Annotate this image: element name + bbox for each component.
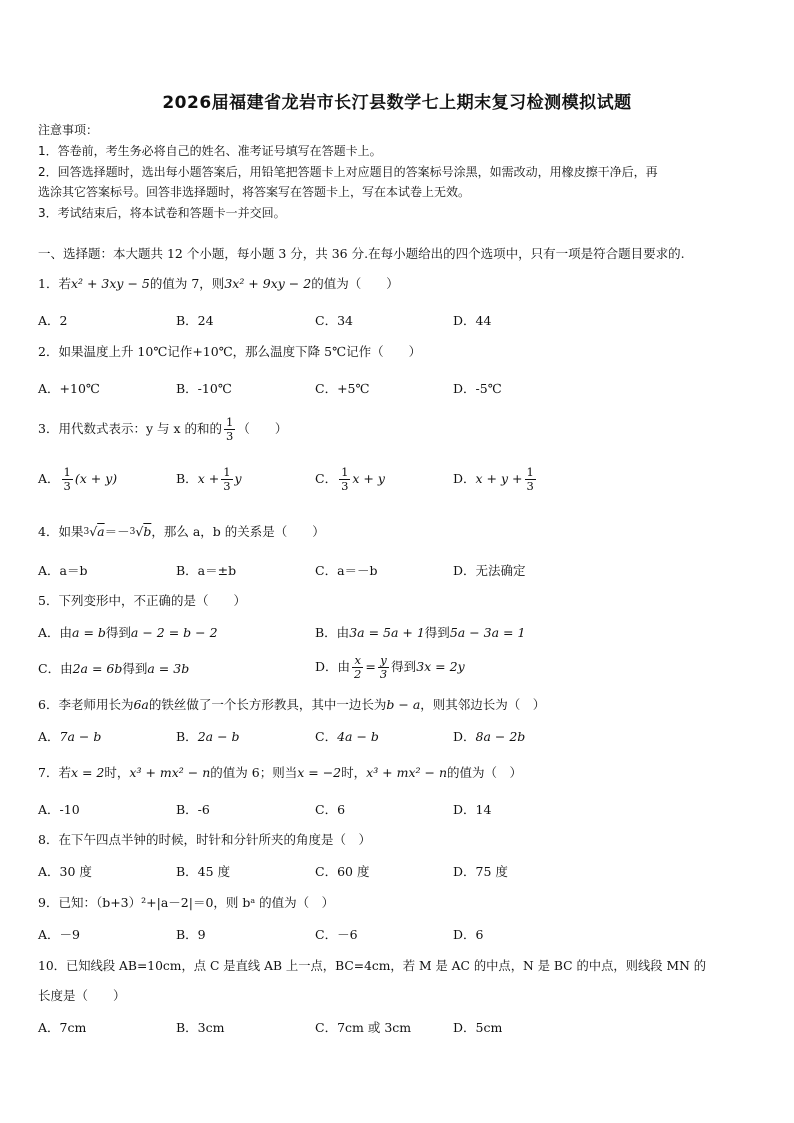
q1-expr1: x² + 3xy − 5 (70, 276, 150, 291)
question-4: 4．如果$^3$√a＝－$^3$√b，那么 a，b 的关系是（ ） (38, 524, 325, 539)
q10-option-a[interactable]: A．7cm (38, 1020, 87, 1035)
q1-post: 的值为（ ） (311, 276, 399, 291)
q2-option-a[interactable]: A．+10℃ (38, 381, 100, 396)
question-1 (38, 276, 399, 292)
q1-option-a[interactable]: A．2 (38, 313, 68, 328)
question-10-line1: 10．已知线段 AB=10cm，点 C 是直线 AB 上一点，BC=4cm，若 M 是 AC 的中点，N 是 BC 的中点，则线段 MN 的 (38, 959, 707, 973)
q5-option-b[interactable]: B．由3a = 5a + 1得到5a − 3a = 1 (315, 625, 526, 640)
q4-option-a[interactable]: A．a＝b (38, 563, 88, 578)
q4-option-d[interactable]: D．无法确定 (453, 563, 526, 578)
q9-option-a[interactable]: A．－9 (38, 927, 80, 942)
q1-option-b[interactable]: B．24 (176, 313, 214, 328)
q9-option-b[interactable]: B．9 (176, 927, 206, 942)
q6-option-d[interactable]: D．8a − 2b (453, 729, 526, 744)
q3-option-a[interactable]: A． $\frac{1}{3}$ (x + y) (38, 465, 118, 493)
note-item-1: 1．答卷前，考生务必将自己的姓名、准考证号填写在答题卡上。 (38, 144, 382, 158)
q6-option-a[interactable]: A．7a − b (38, 729, 102, 744)
note-item-2: 2．回答选择题时，选出每小题答案后，用铅笔把答题卡上对应题目的答案标号涂黑，如需改动，用橡皮擦干净后，再 (38, 165, 658, 179)
section-heading: 一、选择题：本大题共 12 个小题，每小题 3 分，共 36 分.在每小题给出的四个选项中，只有一项是符合题目要求的. (38, 246, 685, 261)
q2-option-b[interactable]: B．-10℃ (176, 381, 232, 396)
q2-option-d[interactable]: D．-5℃ (453, 381, 502, 396)
cube-root-b: 3 (129, 527, 136, 537)
q3-option-c[interactable]: C． $\frac{1}{3}$ x + y (315, 465, 385, 493)
question-3 (38, 416, 287, 443)
q3-option-d[interactable]: D．x + y + $\frac{1}{3}$ (453, 465, 534, 493)
q5-option-a[interactable]: A．由a = b得到a − 2 = b − 2 (38, 625, 218, 640)
page-title: 2026届福建省龙岩市长汀县数学七上期末复习检测模拟试题 (162, 93, 632, 113)
q1-option-d[interactable]: D．44 (453, 313, 492, 328)
q10-option-d[interactable]: D．5cm (453, 1020, 503, 1035)
q8-option-d[interactable]: D．75 度 (453, 864, 508, 879)
q9-option-c[interactable]: C．－6 (315, 927, 358, 942)
q1-mid: 的值为 7，则 (149, 276, 225, 291)
question-9: 9．已知：（b+3）²+|a－2|＝0，则 bᵃ 的值为（ ） (38, 895, 335, 910)
q7-option-c[interactable]: C．6 (315, 802, 346, 817)
q1-option-c[interactable]: C．34 (315, 313, 353, 328)
q6-option-b[interactable]: B．2a − b (176, 729, 240, 744)
q3-fraction: $\frac{1}{3}$ (226, 415, 234, 443)
q5-option-c[interactable]: C．由2a = 6b得到a = 3b (38, 661, 190, 676)
q6-option-c[interactable]: C．4a − b (315, 729, 379, 744)
note-item-3: 3．考试结束后，将本试卷和答题卡一并交回。 (38, 206, 286, 220)
question-5: 5．下列变形中，不正确的是（ ） (38, 593, 246, 608)
note-item-2-cont: 选涂其它答案标号。回答非选择题时，将答案写在答题卡上，写在本试卷上无效。 (38, 185, 471, 199)
q3-pre: 3．用代数式表示：y 与 x 的和的 (38, 421, 222, 436)
question-10-line2: 长度是（ ） (38, 988, 126, 1003)
q10-option-c[interactable]: C．7cm 或 3cm (315, 1020, 412, 1035)
q4-option-c[interactable]: C．a＝－b (315, 563, 378, 578)
question-2: 2．如果温度上升 10℃记作+10℃，那么温度下降 5℃记作（ ） (38, 344, 422, 359)
q1-pre: 1．若 (38, 276, 71, 291)
q8-option-a[interactable]: A．30 度 (38, 864, 92, 879)
q5-option-d[interactable]: D．由 $\frac{x}{2}$ = $\frac{y}{3}$ 得到3x = 2y (315, 653, 465, 681)
q7-option-a[interactable]: A．-10 (38, 802, 80, 817)
notes-heading: 注意事项： (38, 123, 99, 137)
question-6: 6．李老师用长为6a的铁丝做了一个长方形教具，其中一边长为b − a，则其邻边长为（ ） (38, 697, 546, 712)
question-7: 7．若x = 2时，x³ + mx² − n的值为 6；则当x = −2时，x³ + mx² − n的值为（ ） (38, 765, 523, 780)
q2-option-c[interactable]: C．+5℃ (315, 381, 370, 396)
q10-option-b[interactable]: B．3cm (176, 1020, 225, 1035)
q4-option-b[interactable]: B．a＝±b (176, 563, 237, 578)
question-8: 8．在下午四点半钟的时候，时针和分针所夹的角度是（ ） (38, 832, 371, 847)
q1-expr2: 3x² + 9xy − 2 (224, 276, 312, 291)
q9-option-d[interactable]: D．6 (453, 927, 484, 942)
q8-option-b[interactable]: B．45 度 (176, 864, 231, 879)
radical-icon: √ (135, 524, 144, 539)
cube-root-a: 3 (83, 527, 90, 537)
radical-icon: √ (89, 524, 98, 539)
q7-option-b[interactable]: B．-6 (176, 802, 210, 817)
q8-option-c[interactable]: C．60 度 (315, 864, 370, 879)
q7-option-d[interactable]: D．14 (453, 802, 492, 817)
q3-post: （ ） (237, 421, 288, 436)
q3-option-b[interactable]: B．x + $\frac{1}{3}$ y (176, 465, 242, 493)
